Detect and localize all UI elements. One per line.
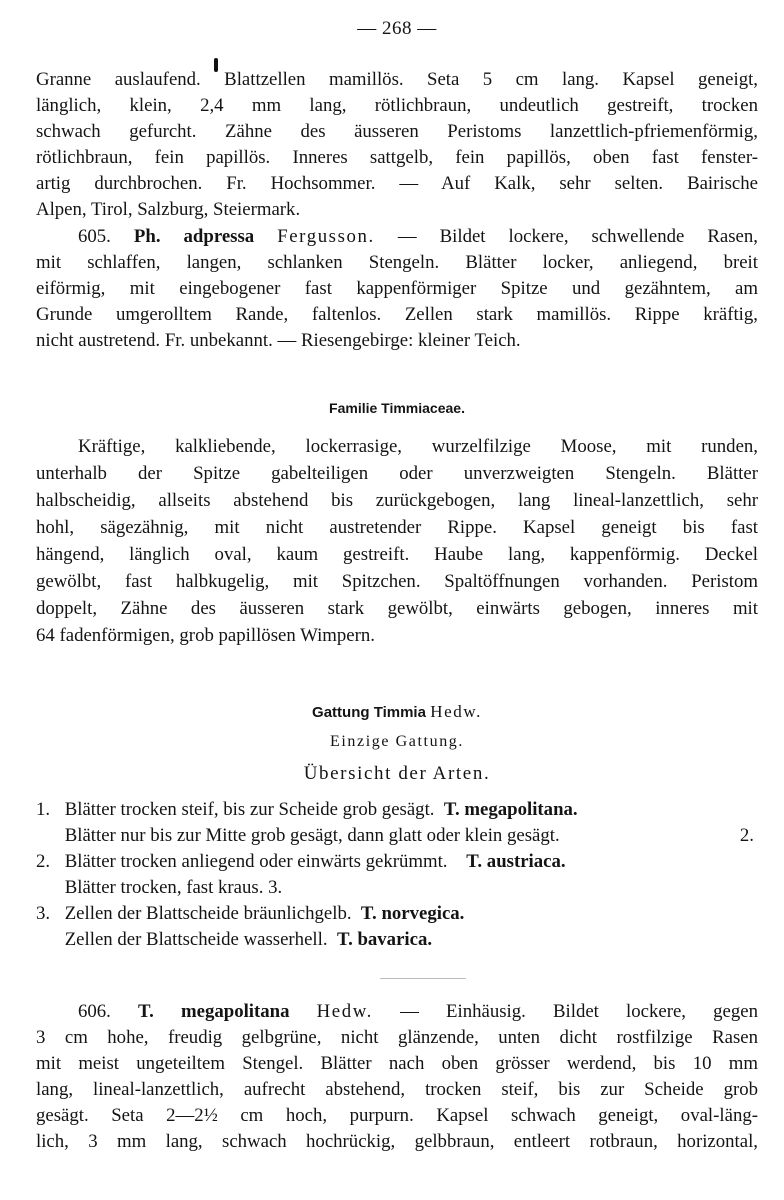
species-name: T. megapolitana [138, 1001, 290, 1022]
text-line: gewölbt, fast halbkugelig, mit Spitzchen. Spaltöffnungen vorhanden. Peristom [36, 571, 758, 592]
text-line: mit meist ungeteiltem Stengel. Blätter nach oben grösser werdend, bis 10 mm [36, 1053, 758, 1074]
species-name: Ph. adpressa [133, 226, 255, 247]
key-number: 1. [36, 799, 51, 820]
key-line [36, 902, 464, 926]
key-line [36, 876, 282, 900]
species-author: Hedw. [316, 1001, 373, 1022]
key-line [36, 928, 432, 952]
entry-text: — Bildet lockere, schwellende Rasen, [397, 226, 758, 247]
key-text: Blätter trocken steif, bis zur Scheide grob gesägt. [64, 799, 435, 820]
genus-note: Einzige Gattung. [329, 733, 464, 750]
genus-name: Gattung Timmia [312, 704, 426, 721]
key-species: T. norvegica. [360, 903, 465, 924]
text-line: Grunde umgerolltem Rande, faltenlos. Zellen stark mamillös. Rippe kräftig, [36, 304, 758, 325]
text-line: 3 cm hohe, freudig gelbgrüne, nicht glänzende, unten dicht rostfilzige Rasen [36, 1027, 758, 1048]
text-line: rötlichbraun, fein papillös. Inneres sattgelb, fein papillös, oben fast fenster- [36, 147, 758, 168]
divider [380, 978, 466, 979]
text-line: länglich, klein, 2,4 mm lang, rötlichbraun, undeutlich gestreift, trocken [36, 95, 758, 116]
key-number: 2. [36, 851, 51, 872]
text-line: schwach gefurcht. Zähne des äusseren Peristoms lanzettlich-pfriemenförmig, [36, 121, 758, 142]
text-line: lich, 3 mm lang, schwach hochrückig, gelbbraun, entleert rotbraun, horizontal, [36, 1131, 758, 1152]
text-line: hohl, sägezähnig, mit nicht austretender Rippe. Kapsel geneigt bis fast [36, 517, 758, 538]
text-line: mit schlaffen, langen, schlanken Stengeln. Blätter locker, anliegend, breit [36, 252, 758, 273]
text-line: hängend, länglich oval, kaum gestreift. Haube lang, kappenförmig. Deckel [36, 544, 758, 565]
entry-605-heading [36, 225, 758, 249]
genus-heading [36, 702, 758, 722]
key-ref: 2. [739, 825, 754, 846]
text-line: Granne auslaufend. Blattzellen mamillös. Seta 5 cm lang. Kapsel geneigt, [36, 69, 758, 90]
text-line: eiförmig, mit eingebogener fast kappenförmiger Spitze und gezähntem, am [36, 278, 758, 299]
key-species: T. austriaca. [466, 851, 566, 872]
page-number: — 268 — [357, 18, 437, 39]
text-line: lang, lineal-lanzettlich, aufrecht abstehend, trocken steif, bis zur Scheide grob [36, 1079, 758, 1100]
entry-number: 605. [78, 226, 111, 247]
key-line [36, 824, 560, 848]
key-number: 3. [36, 903, 51, 924]
key-title: Übersicht der Arten. [303, 763, 491, 784]
species-author: Fergusson. [277, 226, 375, 247]
genus-author: Hedw. [430, 702, 482, 721]
text-line: Alpen, Tirol, Salzburg, Steiermark. [36, 199, 301, 220]
key-text: Zellen der Blattscheide wasserhell. [64, 929, 328, 950]
key-species: T. megapolitana. [443, 799, 578, 820]
key-species: T. bavarica. [336, 929, 433, 950]
family-heading: Familie Timmiaceae. [329, 400, 465, 416]
text-line: unterhalb der Spitze gabelteiligen oder unverzweigten Stengeln. Blätter [36, 463, 758, 484]
text-line: gesägt. Seta 2—2½ cm hoch, purpurn. Kapsel schwach geneigt, oval-läng- [36, 1105, 758, 1126]
entry-606-heading [36, 1000, 758, 1024]
key-text: Blätter trocken anliegend oder einwärts gekrümmt. [64, 851, 448, 872]
entry-number: 606. [78, 1001, 111, 1022]
key-text: Zellen der Blattscheide bräunlichgelb. [64, 903, 352, 924]
key-line [36, 798, 578, 822]
key-text: Blätter trocken, fast kraus. 3. [64, 877, 283, 898]
text-line: halbscheidig, allseits abstehend bis zurückgebogen, lang lineal-lanzettlich, sehr [36, 490, 758, 511]
key-text: Blätter nur bis zur Mitte grob gesägt, dann glatt oder klein gesägt. [64, 825, 560, 846]
text-line: 64 fadenförmigen, grob papillösen Wimpern. [36, 625, 375, 646]
entry-text: — Einhäusig. Bildet lockere, gegen [400, 1001, 758, 1022]
text-line: doppelt, Zähne des äusseren stark gewölbt, einwärts gebogen, inneres mit [36, 598, 758, 619]
text-line: artig durchbrochen. Fr. Hochsommer. — Auf Kalk, sehr selten. Bairische [36, 173, 758, 194]
text-line: nicht austretend. Fr. unbekannt. — Riesengebirge: kleiner Teich. [36, 330, 521, 351]
text-line: Kräftige, kalkliebende, lockerrasige, wurzelfilzige Moose, mit runden, [78, 436, 758, 457]
key-line [36, 850, 566, 874]
